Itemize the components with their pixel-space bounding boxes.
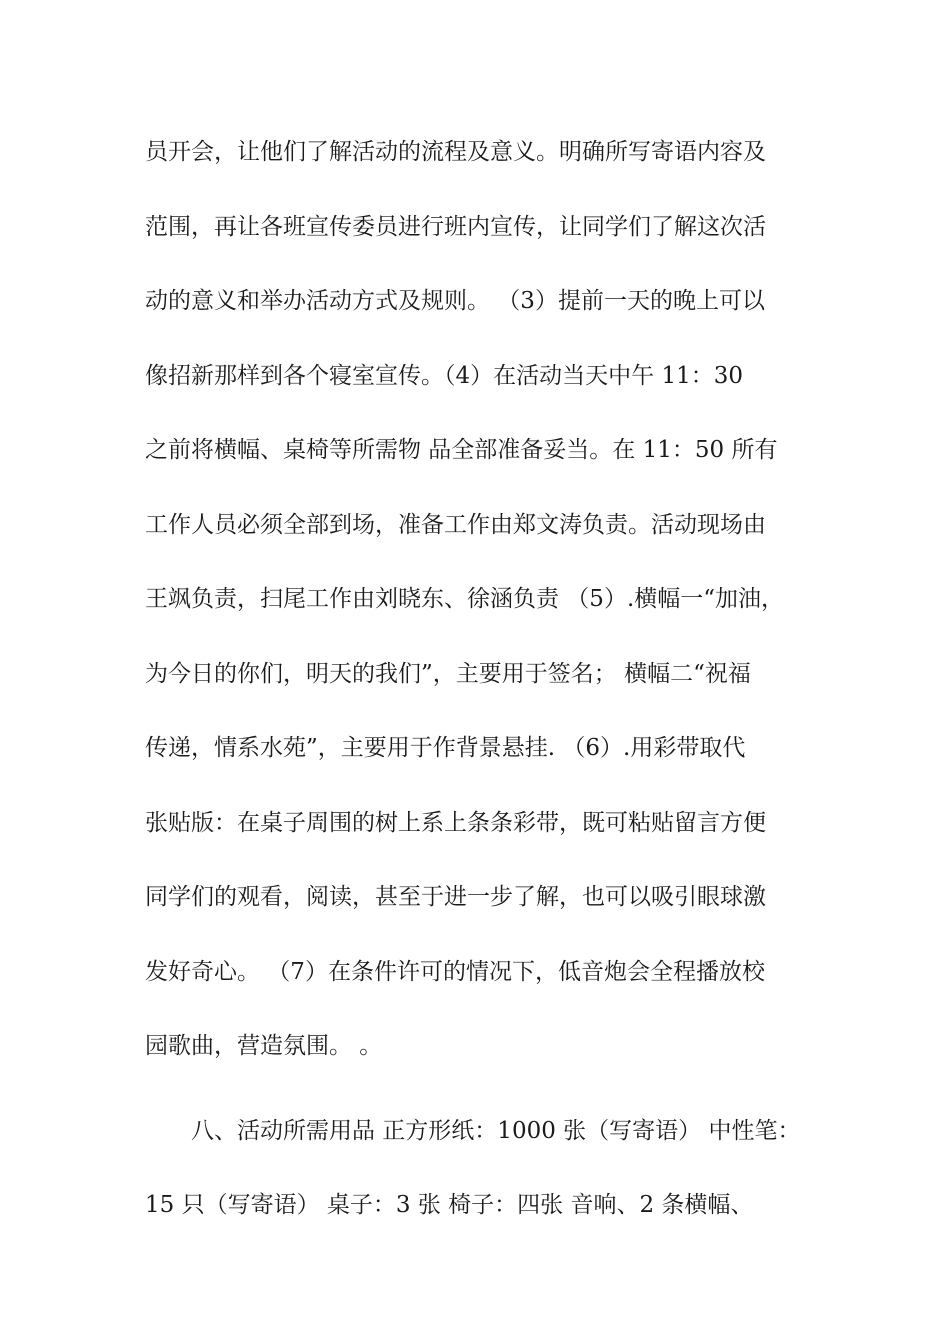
text-line-12: 发好奇心。 （7）在条件许可的情况下，低音炮会全程播放校: [145, 958, 765, 985]
text-line-8: 为今日的你们，明天的我们”，主要用于签名； 横幅二“祝福: [145, 660, 751, 687]
text-line-2: 范围，再让各班宣传委员进行班内宣传，让同学们了解这次活: [145, 213, 766, 240]
text-line-13: 园歌曲，营造氛围。 。: [145, 1033, 383, 1059]
text-line-10: 张贴版：在桌子周围的树上系上条条彩带，既可粘贴留言方便: [145, 809, 766, 836]
section-8-line-2: 15 只（写寄语） 桌子：3 张 椅子：四张 音响、2 条横幅、: [145, 1192, 754, 1218]
section-8-line-1: 八、活动所需用品 正方形纸：1000 张（写寄语） 中性笔：: [191, 1117, 801, 1144]
text-line-1: 员开会，让他们了解活动的流程及意义。明确所写寄语内容及: [145, 139, 766, 165]
paragraph-gap: [145, 1102, 810, 1112]
text-line-6: 工作人员必须全部到场，准备工作由郑文涛负责。活动现场由: [145, 511, 766, 538]
text-line-7: 王飒负责，扫尾工作由刘晓东、徐涵负责 （5）.横幅一“加油，: [145, 586, 785, 612]
text-line-9: 传递，情系水苑”，主要用于作背景悬挂. （6）.用彩带取代: [145, 735, 746, 761]
text-line-11: 同学们的观看，阅读，甚至于进一步了解，也可以吸引眼球激: [145, 884, 766, 910]
text-line-4: 像招新那样到各个寝室宣传。（4）在活动当天中午 11：30: [145, 362, 743, 389]
text-line-3: 动的意义和举办活动方式及规则。 （3）提前一天的晚上可以: [145, 288, 765, 314]
text-line-5: 之前将横幅、桌椅等所需物 品全部准备妥当。在 11：50 所有: [145, 437, 778, 463]
document-body: [145, 133, 810, 1261]
